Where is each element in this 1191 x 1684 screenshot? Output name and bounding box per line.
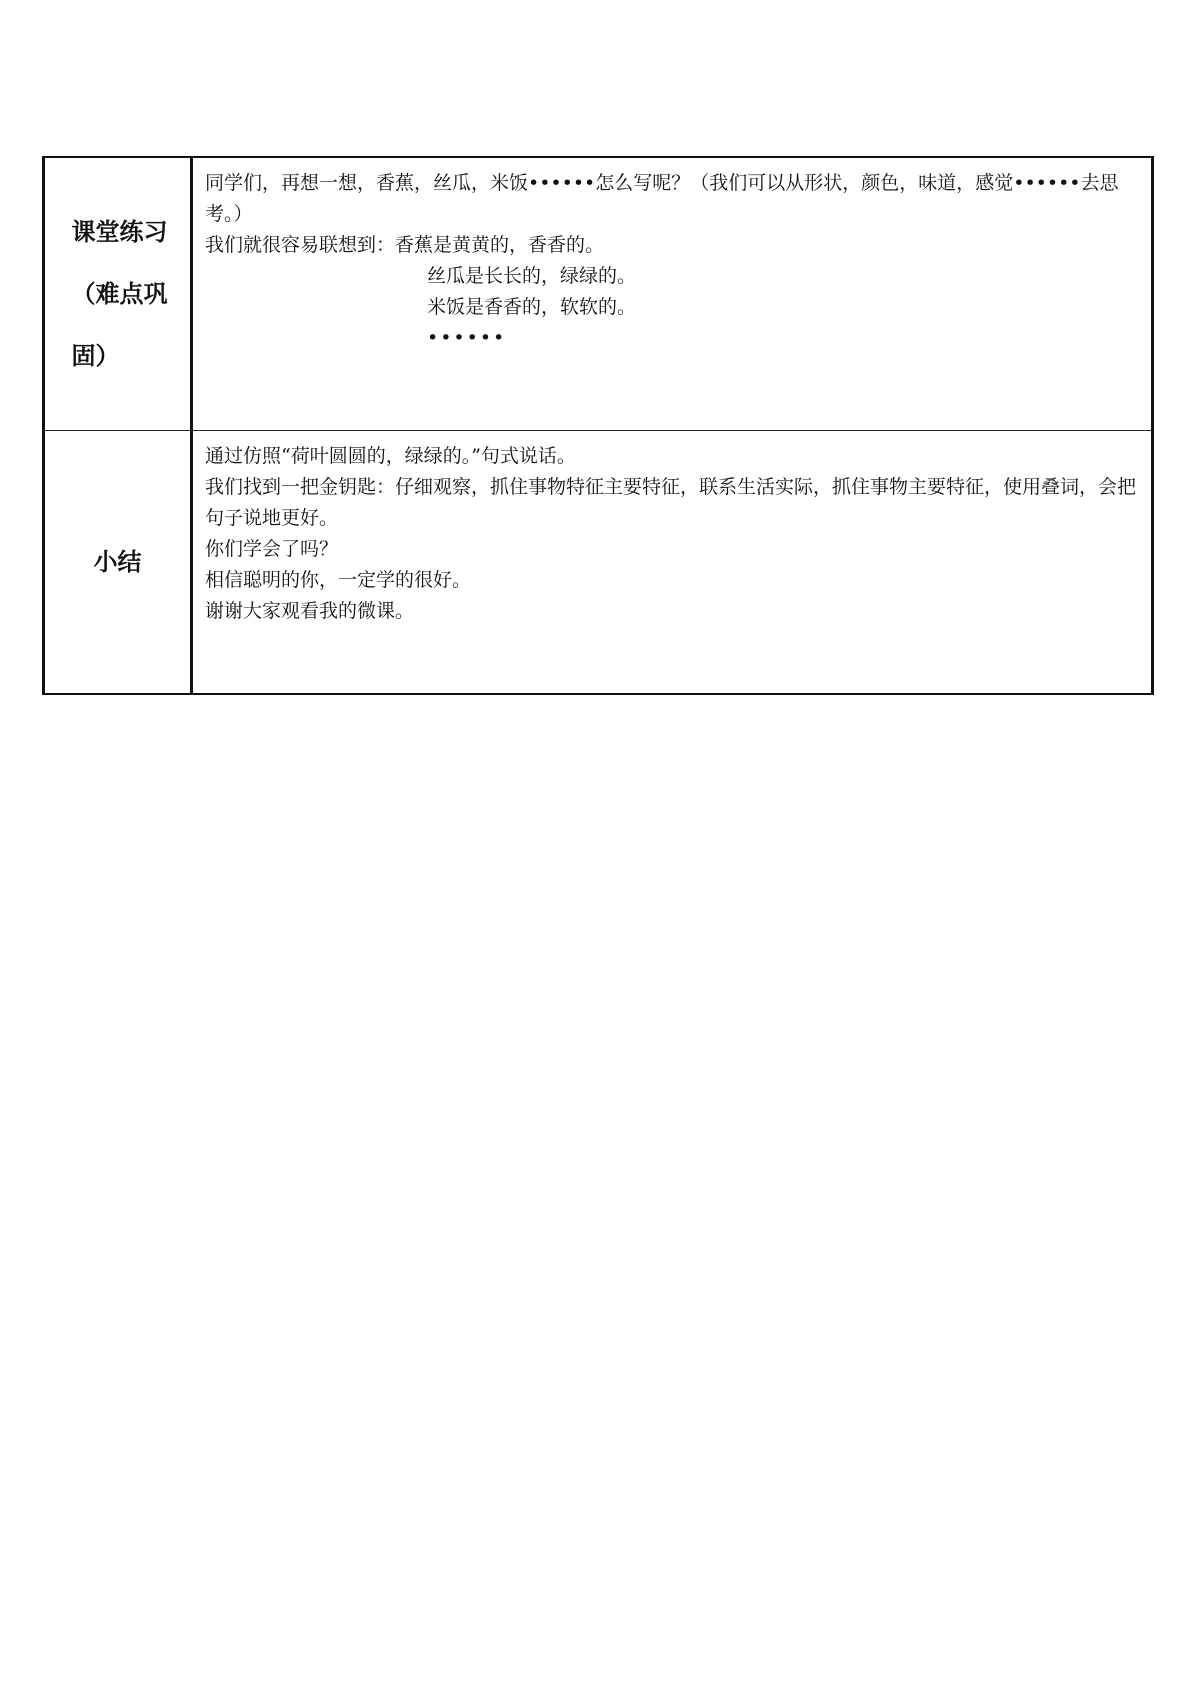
summary-line: 你们学会了吗？ [205, 538, 339, 560]
practice-label-line: 固） [71, 342, 120, 370]
summary-line: 相信聪明的你，一定学的很好。 [205, 569, 472, 591]
summary-line: 我们找到一把金钥匙：仔细观察，抓住事物特征主要特征，联系生活实际，抓住事物主要特征，使用叠词，会把句子说地更好。 [205, 476, 1137, 529]
practice-label-line: 课堂练习 [71, 218, 168, 246]
practice-intro: 同学们，再想一想，香蕉，丝瓜，米饭••••••怎么写呢？（我们可以从形状，颜色，味道，感觉••••••去思考。） [205, 172, 1119, 225]
practice-label [72, 201, 168, 387]
practice-label-line: （难点巩 [71, 280, 168, 308]
summary-content-cell [192, 431, 1153, 695]
practice-lead-line [205, 230, 1139, 261]
practice-label-cell [44, 157, 192, 431]
summary-label-cell [44, 431, 192, 695]
lesson-table [42, 156, 1154, 695]
practice-example: 丝瓜是长长的，绿绿的。 [427, 265, 637, 287]
summary-row [44, 431, 1153, 695]
practice-example: 米饭是香香的，软软的。 [427, 296, 637, 318]
practice-content-cell [192, 157, 1153, 431]
practice-row [44, 157, 1153, 431]
summary-line: 通过仿照“荷叶圆圆的，绿绿的。”句式说话。 [205, 445, 576, 467]
practice-example: 香蕉是黄黄的，香香的。 [395, 234, 605, 256]
practice-ellipsis: •••••• [427, 327, 507, 349]
practice-lead: 我们就很容易联想到： [205, 234, 396, 256]
summary-line: 谢谢大家观看我的微课。 [205, 600, 415, 622]
summary-label: 小结 [93, 548, 142, 576]
